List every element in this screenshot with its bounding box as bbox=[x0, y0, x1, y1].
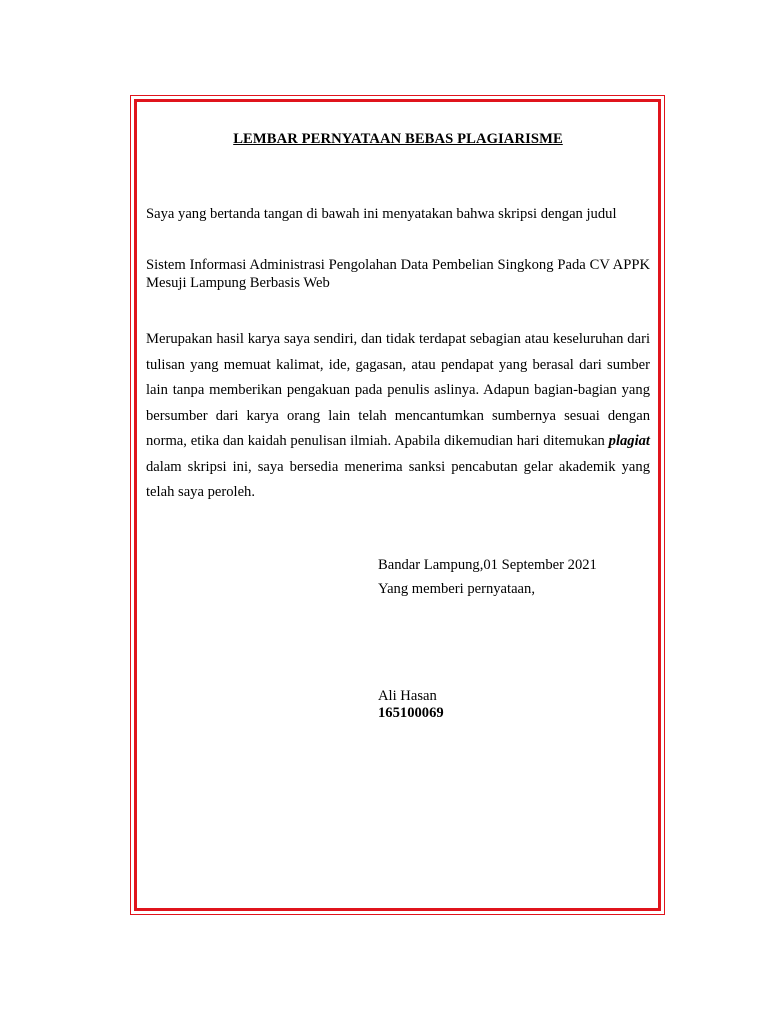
thesis-title: Sistem Informasi Administrasi Pengolahan Data Pembelian Singkong Pada CV APPK Mesuji Lampung Berbasis Web bbox=[146, 257, 650, 291]
document-title: LEMBAR PERNYATAAN BEBAS PLAGIARISME bbox=[233, 131, 563, 147]
statement-paragraph bbox=[146, 327, 650, 506]
intro-paragraph: Saya yang bertanda tangan di bawah ini menyatakan bahwa skripsi dengan judul bbox=[146, 206, 617, 222]
signature-place-date: Bandar Lampung,01 September 2021 bbox=[378, 557, 597, 573]
statement-text-after: dalam skripsi ini, saya bersedia menerima sanksi pencabutan gelar akademik yang telah saya peroleh. bbox=[146, 458, 650, 500]
signer-id-number: 165100069 bbox=[378, 705, 444, 721]
statement-text-before: Merupakan hasil karya saya sendiri, dan tidak terdapat sebagian atau keseluruhan dari tulisan yang memuat kalimat, ide, gagasan, atau pendapat yang berasal dari sumber lain tanpa memberikan pengakuan pada penulis aslinya. Adapun bagian-bagian yang bersumber dari karya orang lain telah mencantumkan sumbernya sesuai dengan norma, etika dan kaidah penulisan ilmiah. Apabila dikemudian hari ditemukan bbox=[146, 331, 650, 449]
signature-role: Yang memberi pernyataan, bbox=[378, 581, 535, 597]
signer-name: Ali Hasan bbox=[378, 688, 437, 704]
statement-emphasis: plagiat bbox=[608, 433, 650, 449]
